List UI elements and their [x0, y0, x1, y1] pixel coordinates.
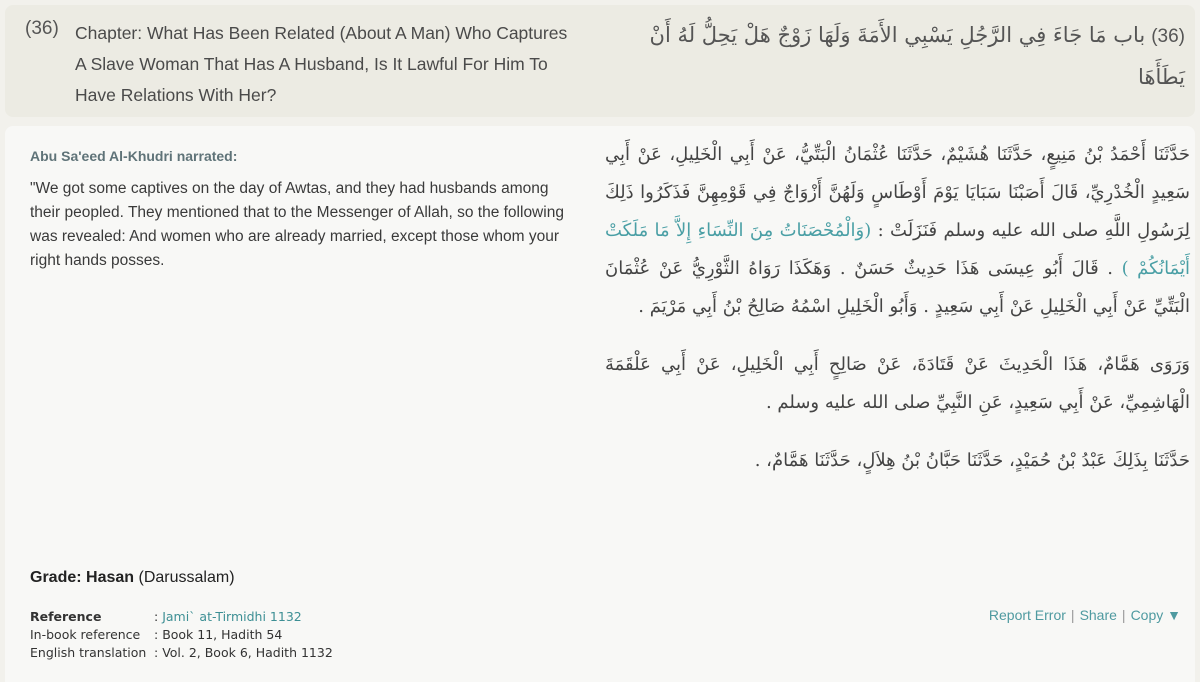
reference-row: In-book reference : Book 11, Hadith 54: [30, 627, 283, 642]
grade-value: Hasan: [86, 569, 135, 586]
hadith-container: [5, 126, 1195, 682]
hadith-narrator: Abu Sa'eed Al-Khudri narrated:: [30, 148, 238, 164]
quran-verse: (وَالْمُحْصَنَاتُ مِنَ النِّسَاءِ إِلاَّ مَا مَلَكَتْ أَيْمَانُكُمْ ): [605, 220, 1191, 279]
reference-key: In-book reference: [30, 627, 141, 642]
reference-link[interactable]: Jami` at-Tirmidhi 1132: [162, 609, 302, 624]
reference-row: Reference : Jami` at-Tirmidhi 1132: [30, 609, 302, 624]
copy-dropdown[interactable]: Copy ▼: [1130, 607, 1181, 623]
arabic-text-part: حَدَّثَنَا أَحْمَدُ بْنُ مَنِيعٍ، حَدَّثَنَا هُشَيْمٌ، حَدَّثَنَا عُثْمَانُ الْبَتِّيُّ، عَنْ أَبِي الْخَلِيلِ، عَنْ أَبِي سَعِيدٍ الْخُدْرِيِّ، قَالَ أَصَبْنَا سَبَايَا يَوْمَ أَوْطَاسٍ وَلَهُنَّ أَزْوَاجٌ فِي قَوْمِهِنَّ فَذَكَرُوا ذَلِكَ لِرَسُولِ اللَّهِ صلى الله عليه وسلم فَنَزَلَتْ :: [605, 144, 1190, 241]
share-link[interactable]: Share: [1079, 607, 1117, 623]
reference-table: [30, 608, 333, 662]
arabic-paragraph-2: وَرَوَى هَمَّامٌ، هَذَا الْحَدِيثَ عَنْ قَتَادَةَ، عَنْ صَالِحٍ أَبِي الْخَلِيلِ، عَنْ أَبِي عَلْقَمَةَ الْهَاشِمِيِّ، عَنْ أَبِي سَعِيدٍ، عَنِ النَّبِيِّ صلى الله عليه وسلم .: [605, 354, 1190, 413]
chapter-title-arabic-text: باب مَا جَاءَ فِي الرَّجُلِ يَسْبِي الأَمَةَ وَلَهَا زَوْجٌ هَلْ يَحِلُّ لَهُ أَنْ يَطَأَهَا: [649, 23, 1185, 89]
reference-key: Reference: [30, 609, 102, 624]
separator: |: [1070, 607, 1075, 623]
report-error-link[interactable]: Report Error: [988, 607, 1066, 623]
hadith-actions: [989, 607, 1181, 623]
separator: |: [1121, 607, 1126, 623]
hadith-arabic-text: [605, 136, 1190, 500]
arabic-paragraph-1: [605, 136, 1190, 326]
grade-label: Grade: [30, 569, 77, 586]
hadith-grade: Grade: Hasan (Darussalam): [30, 569, 235, 586]
chapter-number: (36): [25, 18, 59, 39]
reference-key: English translation: [30, 645, 147, 660]
grade-source: (Darussalam): [138, 569, 235, 586]
chapter-title-english: Chapter: What Has Been Related (About A Man) Who Captures A Slave Woman That Has A Husband, Is It Lawful For Him To Have Relations With Her?: [75, 23, 568, 105]
hadith-english-text: "We got some captives on the day of Awtas, and they had husbands among their peopled. They mentioned that to the Messenger of Allah, so the following was revealed: And women who are already married, except those whom your right hands posses.: [30, 180, 564, 269]
chapter-title-arabic: [605, 15, 1185, 97]
reference-value: Vol. 2, Book 6, Hadith 1132: [162, 645, 333, 660]
chapter-number-arabic: (36): [1151, 26, 1185, 47]
chapter-header: [5, 5, 1195, 117]
arabic-paragraph-3: حَدَّثَنَا بِذَلِكَ عَبْدُ بْنُ حُمَيْدٍ، حَدَّثَنَا حَبَّانُ بْنُ هِلاَلٍ، حَدَّثَنَا هَمَّامٌ، .: [754, 450, 1190, 471]
reference-value: Book 11, Hadith 54: [162, 627, 283, 642]
reference-row: English translation : Vol. 2, Book 6, Hadith 1132: [30, 645, 333, 660]
arabic-text-part: . قَالَ أَبُو عِيسَى هَذَا حَدِيثٌ حَسَنٌ . وَهَكَذَا رَوَاهُ الثَّوْرِيُّ عَنْ عُثْمَانَ الْبَتِّيِّ عَنْ أَبِي الْخَلِيلِ عَنْ أَبِي سَعِيدٍ . وَأَبُو الْخَلِيلِ اسْمُهُ صَالِحُ بْنُ أَبِي مَرْيَمَ .: [605, 258, 1190, 317]
